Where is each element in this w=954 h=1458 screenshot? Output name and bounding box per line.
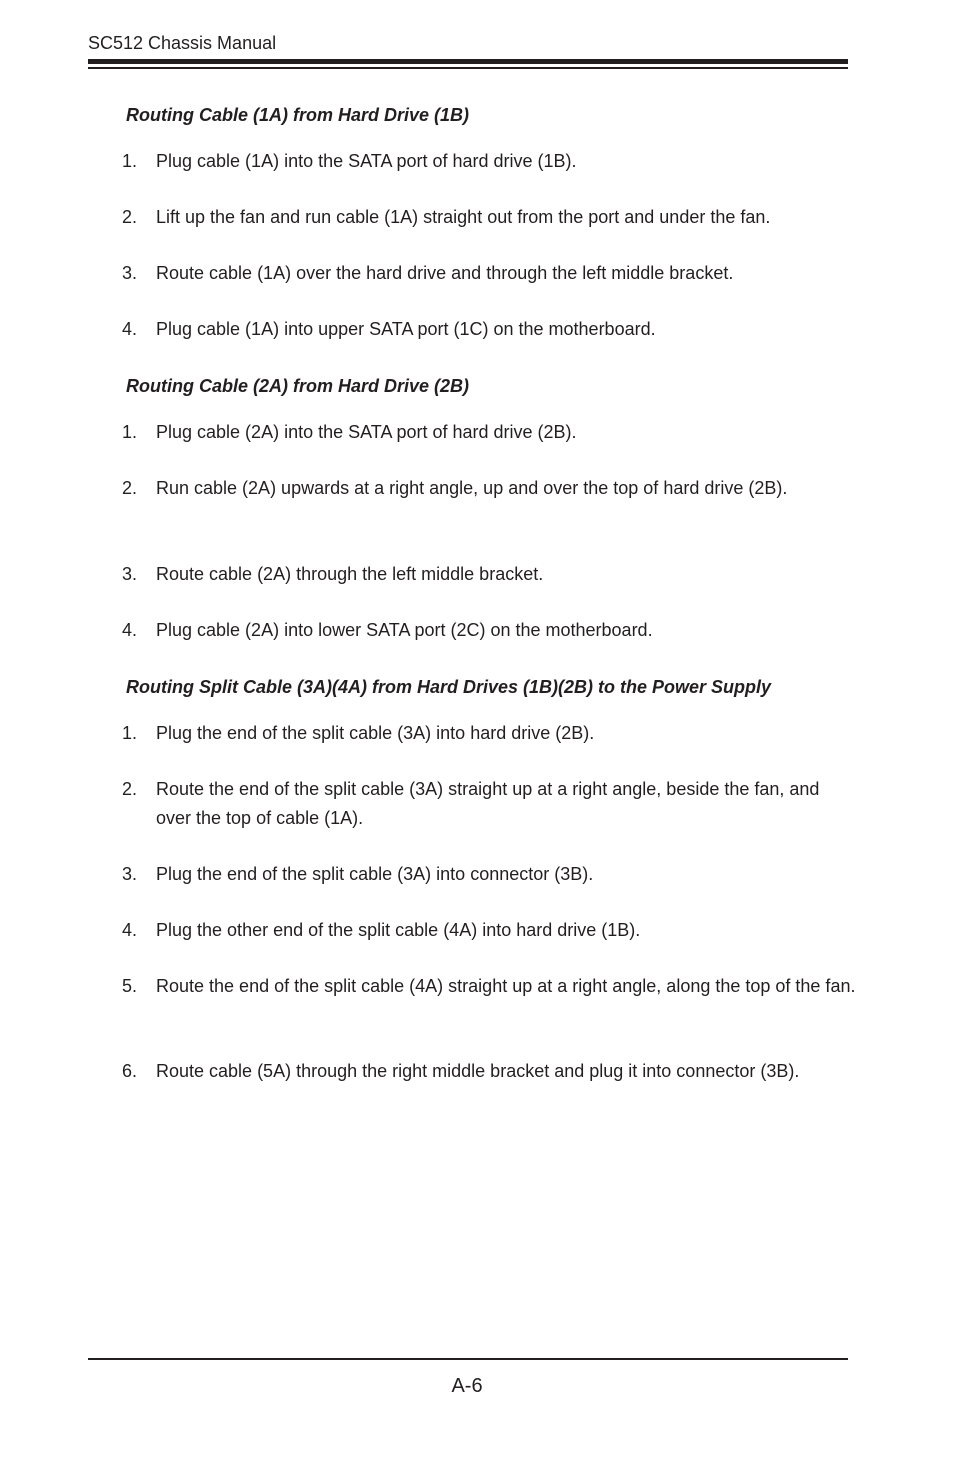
list-item xyxy=(122,719,862,748)
section-heading: Routing Cable (2A) from Hard Drive (2B) xyxy=(126,376,470,396)
list-item xyxy=(122,203,862,232)
step-number: 4. xyxy=(122,620,138,640)
step-number: 4. xyxy=(122,319,138,339)
step-text: Lift up the fan and run cable (1A) straight out from the port and under the fan. xyxy=(156,207,771,227)
list-item xyxy=(122,560,862,589)
step-number: 1. xyxy=(122,723,138,743)
step-number: 3. xyxy=(122,564,138,584)
step-text: Plug the end of the split cable (3A) into connector (3B). xyxy=(156,864,594,884)
step-text: Plug cable (2A) into the SATA port of hard drive (2B). xyxy=(156,422,577,442)
step-number: 2. xyxy=(122,207,138,227)
step-number: 5. xyxy=(122,976,138,996)
list-item xyxy=(122,474,862,503)
step-text: Plug the end of the split cable (3A) into hard drive (2B). xyxy=(156,723,595,743)
list-item xyxy=(122,315,862,344)
footer-rule xyxy=(88,1358,848,1360)
step-number: 1. xyxy=(122,422,138,442)
step-text: Run cable (2A) upwards at a right angle, up and over the top of hard drive (2B). xyxy=(156,478,788,498)
list-item xyxy=(122,916,862,945)
step-text: Plug cable (1A) into the SATA port of hard drive (1B). xyxy=(156,151,577,171)
list-item xyxy=(122,259,862,288)
step-text: Route the end of the split cable (3A) straight up at a right angle, beside the fan, and over the top of cable (1A). xyxy=(156,779,820,828)
page-number: A-6 xyxy=(451,1375,483,1397)
list-item xyxy=(122,860,862,889)
section-heading: Routing Cable (1A) from Hard Drive (1B) xyxy=(126,105,470,125)
list-item xyxy=(122,1057,862,1086)
step-text: Route cable (2A) through the left middle bracket. xyxy=(156,564,544,584)
step-number: 2. xyxy=(122,478,138,498)
list-item xyxy=(122,418,862,447)
step-number: 3. xyxy=(122,263,138,283)
step-text: Plug the other end of the split cable (4A) into hard drive (1B). xyxy=(156,920,641,940)
header-rule-thin xyxy=(88,67,848,69)
step-text: Plug cable (1A) into upper SATA port (1C) on the motherboard. xyxy=(156,319,656,339)
step-text: Plug cable (2A) into lower SATA port (2C) on the motherboard. xyxy=(156,620,653,640)
step-text: Route the end of the split cable (4A) straight up at a right angle, along the top of the fan. xyxy=(156,976,856,996)
list-item xyxy=(122,775,862,833)
step-number: 3. xyxy=(122,864,138,884)
step-text: Route cable (5A) through the right middle bracket and plug it into connector (3B). xyxy=(156,1061,800,1081)
step-number: 2. xyxy=(122,779,138,799)
section-heading: Routing Split Cable (3A)(4A) from Hard Drives (1B)(2B) to the Power Supply xyxy=(126,677,772,697)
manual-title: SC512 Chassis Manual xyxy=(88,33,277,53)
step-number: 1. xyxy=(122,151,138,171)
list-item xyxy=(122,972,862,1001)
header-rule-thick xyxy=(88,59,848,64)
step-text: Route cable (1A) over the hard drive and through the left middle bracket. xyxy=(156,263,734,283)
step-number: 6. xyxy=(122,1061,138,1081)
list-item xyxy=(122,147,862,176)
step-number: 4. xyxy=(122,920,138,940)
list-item xyxy=(122,616,862,645)
